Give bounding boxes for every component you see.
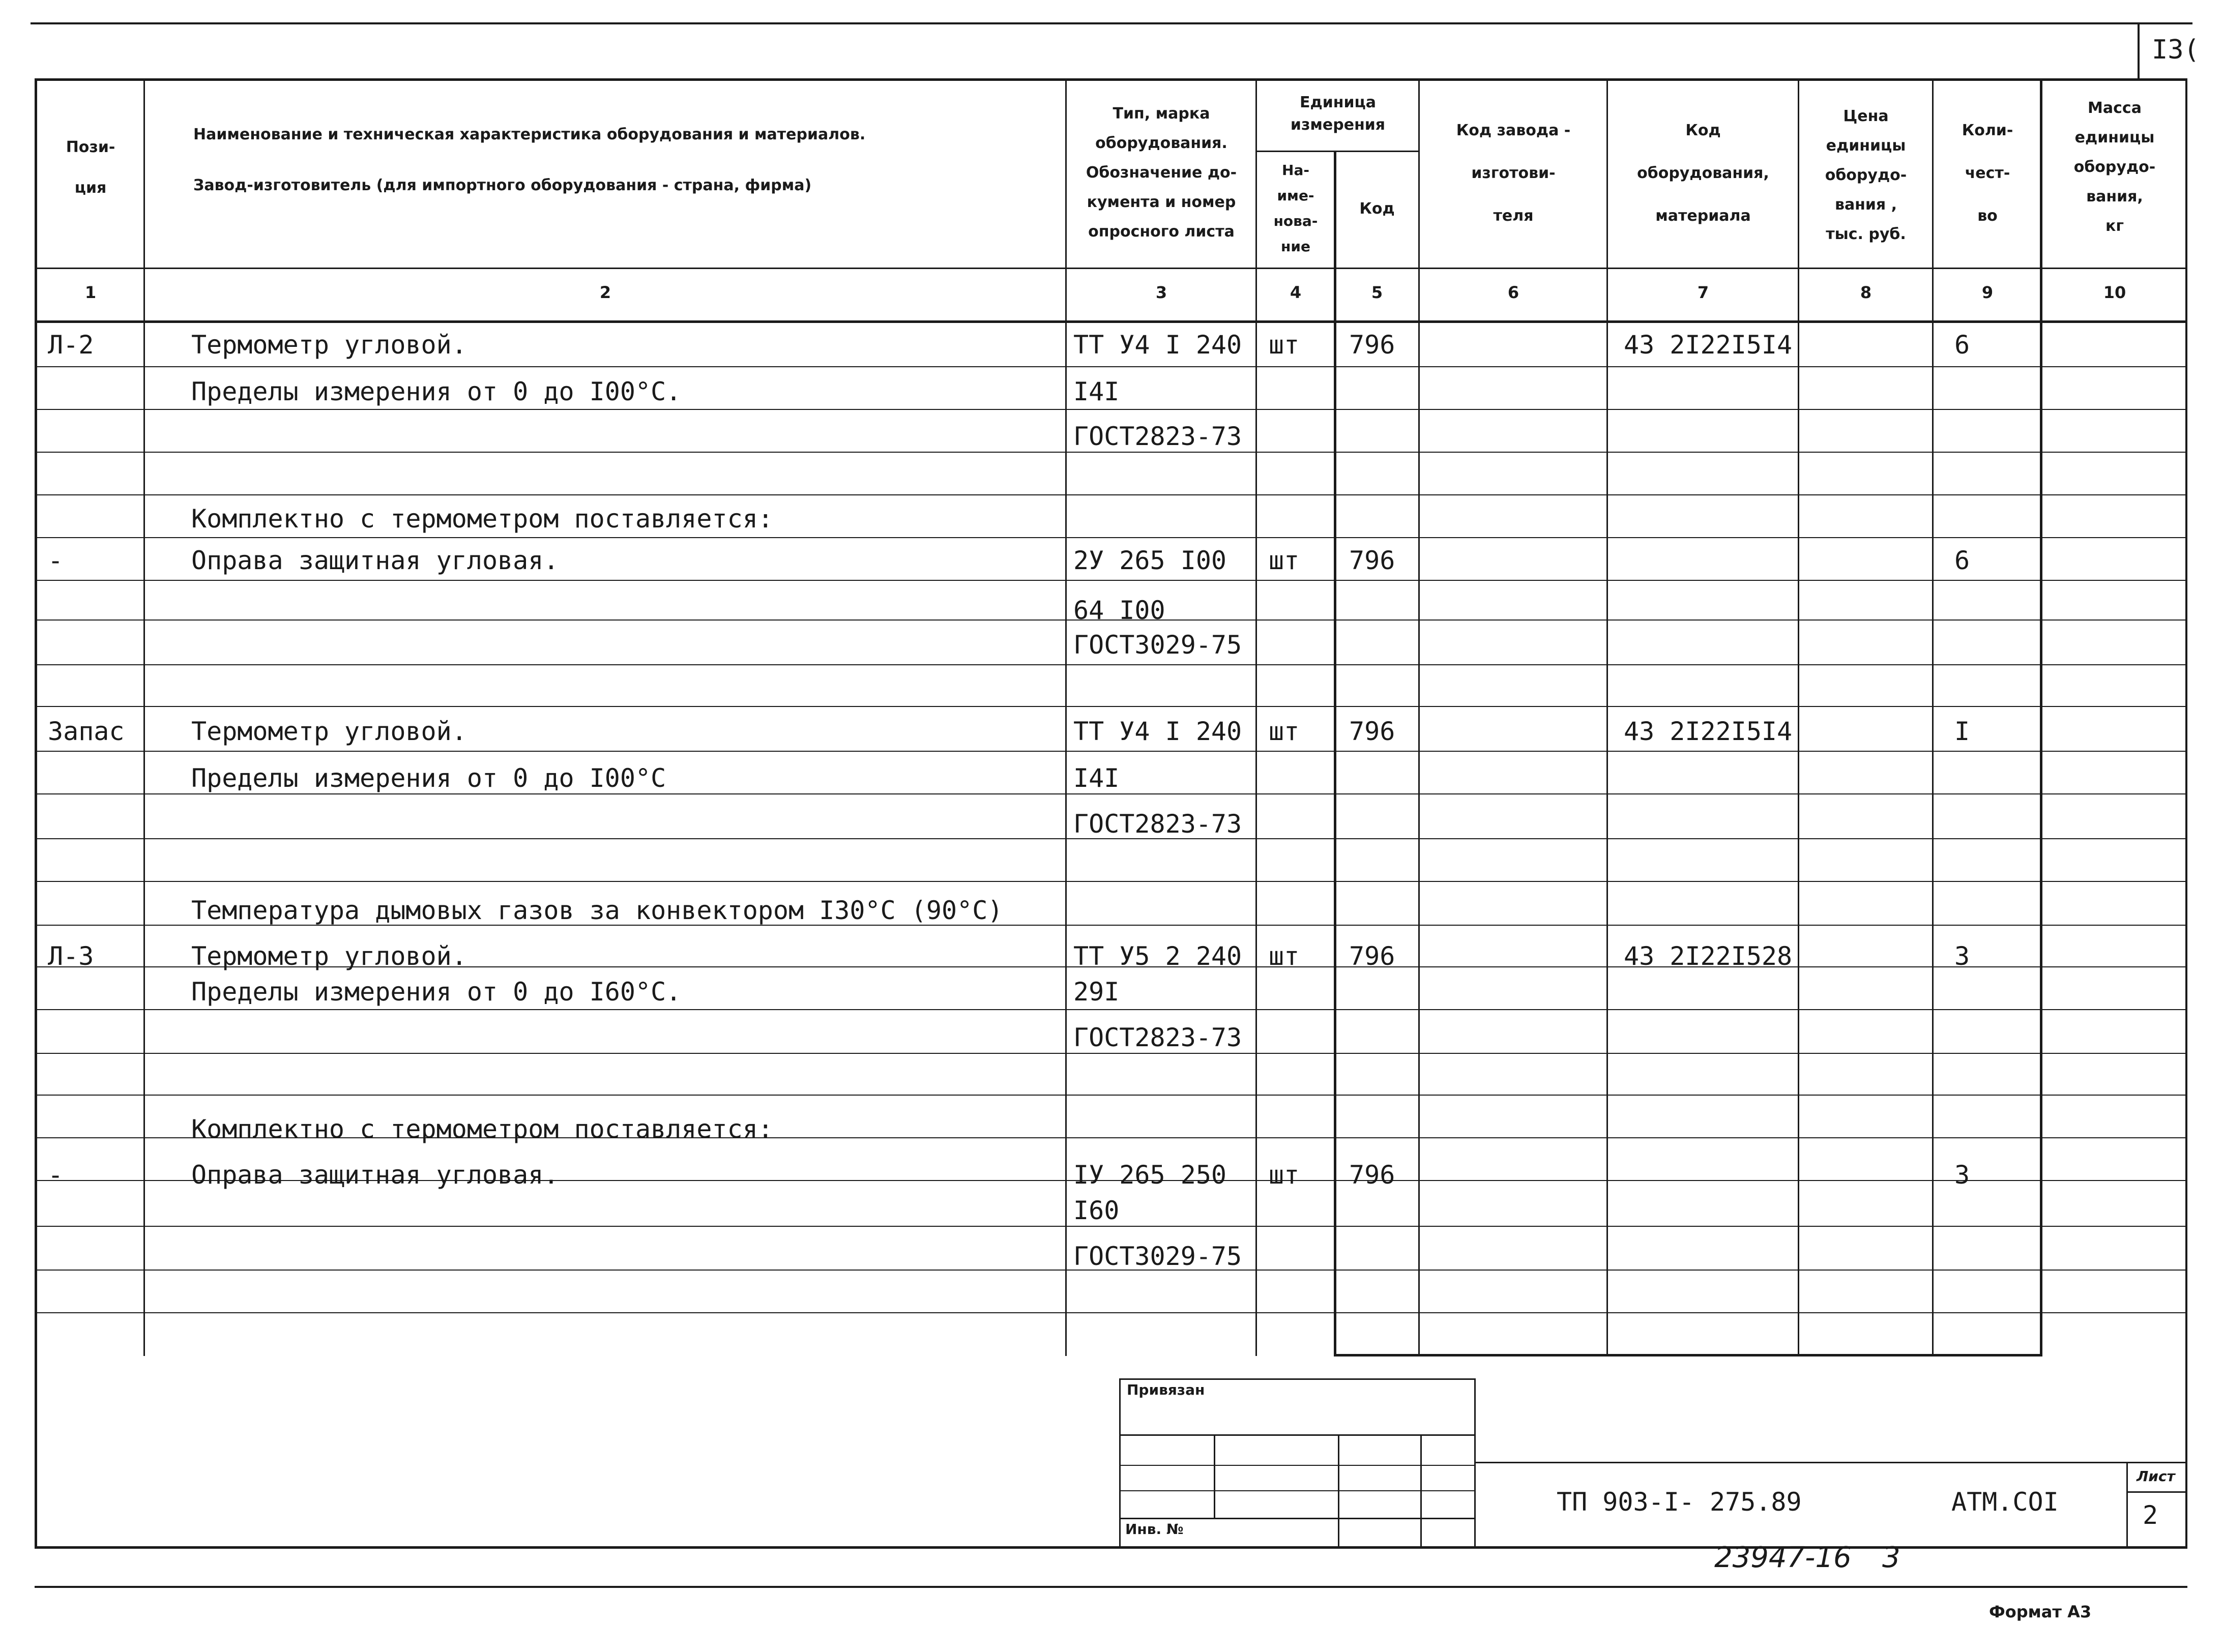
thick-block-bottom-line xyxy=(1334,1354,2042,1356)
column-number: 5 xyxy=(1371,283,1383,302)
cell-equip: 43 2I22I5I4 xyxy=(1624,330,1793,360)
cell-type: ТТ У4 I 240 xyxy=(1073,330,1242,360)
row-line xyxy=(35,1095,2187,1096)
stamp-row-line xyxy=(1119,1518,1475,1519)
colnum-bottom-line xyxy=(35,320,2187,323)
col-line-8 xyxy=(1932,78,1934,1356)
cell-type: I60 xyxy=(1073,1196,1120,1225)
stamp-col-line xyxy=(1338,1434,1339,1546)
page-number: I3( xyxy=(2152,35,2200,65)
page-number-box-edge xyxy=(2138,22,2140,78)
cell-type: ГОСТ3029-75 xyxy=(1073,630,1242,660)
header-manufacturer-code: Код завода - изготови- теля xyxy=(1456,122,1571,225)
project-code: ТП 903-I- 275.89 xyxy=(1557,1487,1802,1517)
header-type: Тип, марка оборудования. Обозначение до- кумента и номер опросного листа xyxy=(1086,105,1237,241)
header-name: Наименование и техническая характеристика оборудования и материалов. Завод-изготовитель (для импортного оборудования - страна, фирма) xyxy=(193,126,866,194)
cell-type: ГОСТ2823-73 xyxy=(1073,422,1242,451)
column-number: 2 xyxy=(599,283,611,302)
cell-unit: шт xyxy=(1269,941,1300,971)
cell-name: Пределы измерения от 0 до I00°C. xyxy=(191,377,682,406)
header-unit-group: Единица измерения xyxy=(1290,94,1386,134)
cell-unit: шт xyxy=(1269,330,1300,360)
cell-qty: 6 xyxy=(1954,546,1970,575)
header-unit-code: Код xyxy=(1359,200,1395,218)
cell-qty: 3 xyxy=(1954,941,1970,971)
row-line xyxy=(35,452,2187,453)
row-line xyxy=(35,751,2187,752)
row-line xyxy=(35,664,2187,665)
header-quantity: Коли- чест- во xyxy=(1962,122,2013,225)
cell-type: ГОСТ2823-73 xyxy=(1073,1023,1242,1052)
cell-name: Термометр угловой. xyxy=(191,941,467,971)
header-equipment-code: Код оборудования, материала xyxy=(1637,122,1769,225)
header-bottom-line xyxy=(35,268,2187,269)
cell-code: 796 xyxy=(1349,717,1395,746)
cell-type: ГОСТ3029-75 xyxy=(1073,1242,1242,1271)
cell-code: 796 xyxy=(1349,546,1395,575)
cell-name: Оправа защитная угловая. xyxy=(191,1160,559,1190)
row-line xyxy=(35,366,2187,367)
stamp-row-line xyxy=(1119,1434,1475,1436)
cell-qty: 3 xyxy=(1954,1160,1970,1190)
cell-qty: 6 xyxy=(1954,330,1970,360)
cell-name: Комплектно с термометром поставляется: xyxy=(191,1114,773,1144)
header-price: Цена единицы оборудо- вания , тыс. руб. xyxy=(1825,107,1907,243)
stamp-col-line xyxy=(1214,1434,1215,1518)
header-unit-name: На- име- нова- ние xyxy=(1273,162,1318,255)
cell-type: ТТ У5 2 240 xyxy=(1073,941,1242,971)
cell-name: Комплектно с термометром поставляется: xyxy=(191,504,773,534)
column-number: 8 xyxy=(1860,283,1872,302)
stamp-left-line xyxy=(1119,1378,1121,1546)
format-label: Формат А3 xyxy=(1989,1602,2092,1621)
sheet-label: Лист xyxy=(2137,1468,2175,1485)
cell-pos: - xyxy=(48,1160,64,1190)
bottom-page-line xyxy=(35,1586,2187,1588)
title-block-top-line xyxy=(1474,1462,2186,1463)
sheet-box-line xyxy=(2126,1462,2128,1548)
stamp-col-line xyxy=(1420,1434,1422,1546)
column-number: 1 xyxy=(84,283,97,302)
row-line xyxy=(35,706,2187,707)
unit-group-line xyxy=(1255,151,1418,152)
cell-equip: 43 2I22I528 xyxy=(1624,941,1793,971)
column-number: 3 xyxy=(1155,283,1167,302)
row-line xyxy=(35,1312,2187,1313)
sheet-box-line xyxy=(2126,1491,2186,1493)
row-line xyxy=(35,1226,2187,1227)
col-line-3 xyxy=(1255,78,1257,1356)
cell-name: Пределы измерения от 0 до I00°C xyxy=(191,763,666,793)
cell-name: Термометр угловой. xyxy=(191,330,467,360)
cell-code: 796 xyxy=(1349,1160,1395,1190)
cell-type: ТТ У4 I 240 xyxy=(1073,717,1242,746)
row-line xyxy=(35,580,2187,581)
col-line-6 xyxy=(1606,78,1608,1356)
table-bottom-border xyxy=(35,1546,2187,1549)
archive-copy-number: 3 xyxy=(1882,1541,1900,1574)
cell-type: 2У 265 I00 xyxy=(1073,546,1227,575)
cell-code: 796 xyxy=(1349,330,1395,360)
header-mass: Масса единицы оборудо- вания, кг xyxy=(2073,99,2156,235)
stamp-top-line xyxy=(1119,1378,1475,1380)
cell-name: Пределы измерения от 0 до I60°C. xyxy=(191,977,682,1007)
linked-label: Привязан xyxy=(1127,1381,1205,1398)
cell-type: IУ 265 250 xyxy=(1073,1160,1227,1190)
column-number: 9 xyxy=(1981,283,1994,302)
cell-qty: I xyxy=(1954,717,1970,746)
column-number: 10 xyxy=(2103,283,2126,302)
cell-type: I4I xyxy=(1073,377,1120,406)
col-line-4 xyxy=(1334,151,1336,1356)
header-position: Пози- ция xyxy=(66,138,115,197)
table-top-border xyxy=(35,78,2187,81)
cell-unit: шт xyxy=(1269,1160,1300,1190)
cell-name: Оправа защитная угловая. xyxy=(191,546,559,575)
cell-pos: Л-2 xyxy=(48,330,94,360)
row-line xyxy=(35,793,2187,794)
cell-unit: шт xyxy=(1269,546,1300,575)
stamp-row-line xyxy=(1119,1490,1475,1491)
cell-type: 64 I00 xyxy=(1073,596,1165,625)
column-number: 6 xyxy=(1507,283,1519,302)
row-line xyxy=(35,1053,2187,1054)
archive-number: 23947-16 xyxy=(1714,1541,1852,1574)
column-number: 7 xyxy=(1697,283,1709,302)
row-line xyxy=(35,881,2187,882)
stamp-row-line xyxy=(1119,1465,1475,1466)
table-left-border xyxy=(35,78,37,1548)
cell-type: 29I xyxy=(1073,977,1120,1007)
col-line-1 xyxy=(143,78,145,1356)
cell-pos: Запас xyxy=(48,717,125,746)
row-line xyxy=(35,1009,2187,1010)
cell-pos: Л-3 xyxy=(48,941,94,971)
col-line-7 xyxy=(1798,78,1799,1356)
column-number: 4 xyxy=(1290,283,1302,302)
col-line-9 xyxy=(2040,78,2042,1356)
cell-equip: 43 2I22I5I4 xyxy=(1624,717,1793,746)
sheet-number: 2 xyxy=(2143,1500,2158,1530)
cell-name: Термометр угловой. xyxy=(191,717,467,746)
row-line xyxy=(35,537,2187,538)
col-line-5 xyxy=(1418,78,1420,1356)
cell-name: Температура дымовых газов за конвектором I30°C (90°C) xyxy=(191,896,1003,925)
row-line xyxy=(35,494,2187,495)
cell-pos: - xyxy=(48,546,64,575)
row-line xyxy=(35,409,2187,410)
col-line-2 xyxy=(1065,78,1067,1356)
cell-code: 796 xyxy=(1349,941,1395,971)
document-code: АТМ.COI xyxy=(1951,1487,2059,1517)
inventory-number-label: Инв. № xyxy=(1125,1521,1184,1538)
cell-type: ГОСТ2823-73 xyxy=(1073,809,1242,839)
top-border-line xyxy=(31,22,2192,24)
cell-unit: шт xyxy=(1269,717,1300,746)
cell-type: I4I xyxy=(1073,763,1120,793)
